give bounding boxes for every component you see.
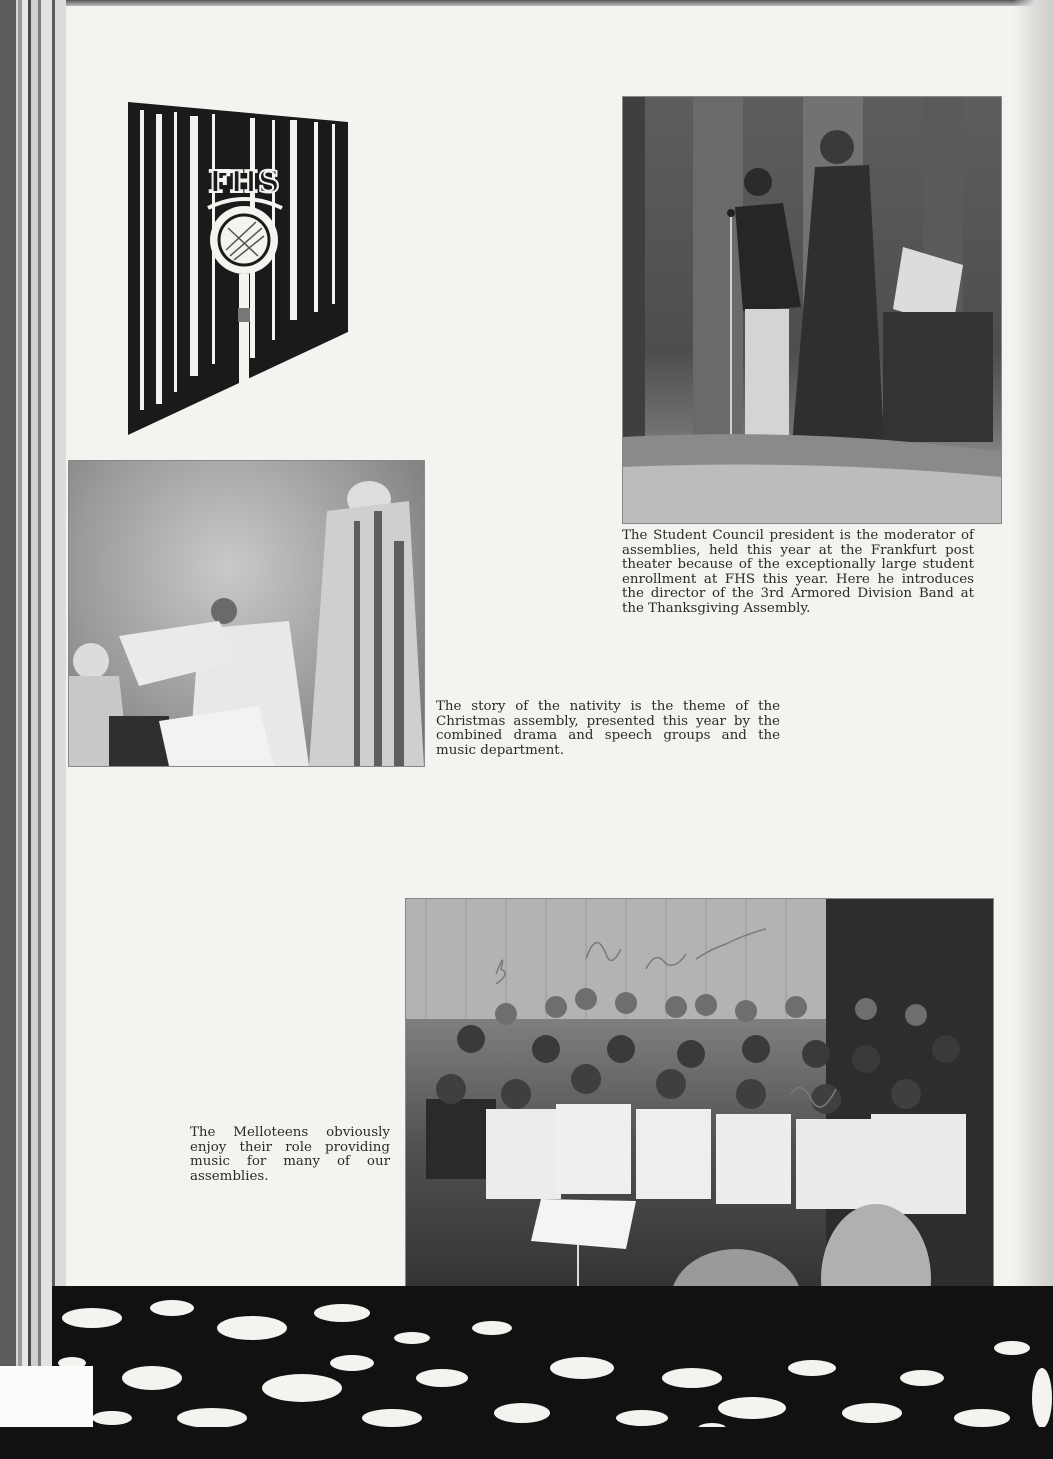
caption-assembly: The Student Council president is the moderator of assemblies, held this year at the Frankfurt post theater because of the exceptionally large student enrollment at FHS this year. Here he introduces the director of the 3rd Armored Division Band at the Thanksgiving Assembly.: [622, 528, 974, 616]
woodcut-microphone-icon: [126, 100, 350, 435]
rock-texture-border: [52, 1268, 1053, 1446]
scan-top-edge: [0, 0, 1053, 6]
page-gutter-shadow: [1013, 0, 1053, 1459]
fhs-woodcut-emblem: [126, 100, 350, 435]
caption-nativity: The story of the nativity is the theme of the Christmas assembly, presented this year by the combined drama and speech groups and the music department.: [436, 699, 780, 758]
melloteens-choir-photo: [405, 898, 994, 1318]
emblem-lettering: FHS: [208, 165, 280, 200]
nativity-play-photo: [68, 460, 425, 767]
book-page-edges: [0, 0, 66, 1459]
scan-bottom-edge: [0, 1427, 1053, 1459]
book-spine-shadow: [0, 0, 16, 1459]
caption-choir: The Melloteens obviously enjoy their role providing music for many of our assemblies.: [190, 1125, 390, 1184]
stage-microphone-photo: [622, 96, 1002, 524]
